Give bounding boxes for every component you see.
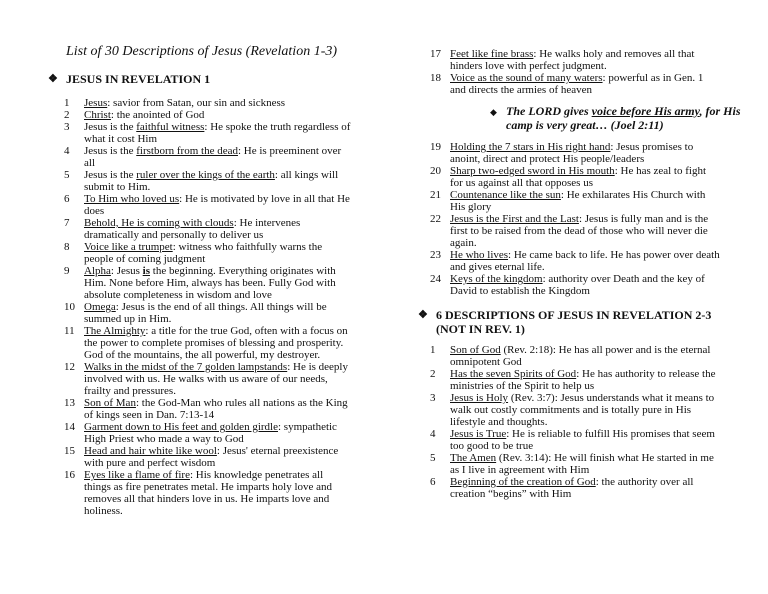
item-description: : His knowledge penetrates all things as fire penetrates metal. He imparts holy love and removes all that hinders love in us. He imparts love and holiness.: [84, 469, 333, 517]
item-description: : He is preeminent over all: [84, 145, 342, 169]
item-number: 13: [64, 397, 75, 409]
item-number: 17: [430, 48, 441, 60]
item-prefix: Jesus is the: [84, 121, 137, 133]
list-item: [52, 445, 352, 469]
item-term: Keys of the kingdom: [450, 273, 543, 285]
item-number: 24: [430, 273, 441, 285]
item-number: 22: [430, 213, 441, 225]
list-item: [52, 325, 352, 361]
item-number: 12: [64, 361, 75, 373]
item-number: 18: [430, 72, 441, 84]
item-description: : He exhilarates His Church with His glory: [450, 189, 706, 213]
item-description: : Jesus' eternal preexistence with pure and perfect wisdom: [84, 445, 339, 469]
revelation-1-list-continued: [418, 48, 720, 96]
item-description: : the anointed of God: [110, 109, 205, 121]
item-term: Sharp two-edged sword in His mouth: [450, 165, 615, 177]
diamond-bullet-icon: ❖: [418, 309, 428, 321]
item-term: Jesus is True: [450, 428, 507, 440]
item-number: 2: [64, 109, 70, 121]
item-number: 9: [64, 265, 70, 277]
item-description: : the God-Man who rules all nations as the King of kings seen in Dan. 7:13-14: [84, 397, 348, 421]
list-item: [52, 301, 352, 325]
item-term: Son of God: [450, 344, 501, 356]
item-description: : He has authority to release the ministries of the Spirit to help us: [450, 368, 716, 392]
item-description: (Rev. 3:14): He will finish what He started in me as I live in agreement with Him: [450, 452, 714, 476]
item-number: 4: [64, 145, 70, 157]
item-description: : He spoke the truth regardless of what it cost Him: [84, 121, 351, 145]
item-number: 6: [430, 476, 436, 488]
item-number: 23: [430, 249, 441, 261]
document-title: List of 30 Descriptions of Jesus (Revelation 1-3): [66, 44, 338, 59]
item-emphasis: is: [142, 265, 151, 277]
item-description: : powerful as in Gen. 1 and directs the armies of heaven: [450, 72, 704, 96]
item-term: He who lives: [450, 249, 509, 261]
item-number: 5: [430, 452, 436, 464]
list-item: [52, 421, 352, 445]
item-number: 1: [64, 97, 70, 109]
item-description: : Jesus is the end of all things. All things will be summed up in Him.: [84, 301, 327, 325]
item-description: the beginning. Everything originates with Him. None before Him, always has been. Fully God with absolute completeness in wisdom and love: [84, 265, 336, 301]
item-number: 15: [64, 445, 75, 457]
item-term: Voice as the sound of many waters: [450, 72, 603, 84]
item-term: Alpha: [84, 265, 111, 277]
diamond-bullet-icon: ❖: [48, 73, 58, 85]
item-term: Holding the 7 stars in His right hand: [450, 141, 611, 153]
list-item: [52, 241, 352, 265]
item-number: 8: [64, 241, 70, 253]
item-number: 4: [430, 428, 436, 440]
list-item: [418, 72, 720, 96]
item-term: Jesus: [84, 97, 108, 109]
item-term: Christ: [84, 109, 111, 121]
list-item: [52, 217, 352, 241]
item-number: 2: [430, 368, 436, 380]
item-number: 10: [64, 301, 75, 313]
item-term: The Amen: [450, 452, 497, 464]
item-description: : Jesus promises to anoint, direct and protect His people/leaders: [450, 141, 694, 165]
list-item: [52, 97, 352, 109]
list-item: [418, 476, 720, 500]
item-term: Has the seven Spirits of God: [450, 368, 577, 380]
item-term: The Almighty: [84, 325, 146, 337]
item-number: 5: [64, 169, 70, 181]
item-prefix: Jesus is the: [84, 169, 137, 181]
item-number: 19: [430, 141, 441, 153]
item-prefix: Jesus is the: [84, 145, 137, 157]
item-description: : sympathetic High Priest who made a way to God: [84, 421, 337, 445]
list-item: [418, 141, 720, 165]
item-description: : He intervenes dramatically and personally to deliver us: [84, 217, 301, 241]
revelation-1-list-continued-2: [418, 141, 720, 297]
item-description: : a title for the true God, often with a focus on the power to complete promises of blessing and prosperity. God of the mountains, the all powerful, my destroyer.: [84, 325, 348, 361]
section-heading-revelation-2-3: ❖ 6 DESCRIPTIONS OF JESUS IN REVELATION 2-3 (NOT IN REV. 1): [418, 308, 712, 336]
item-description: : He is motivated by love in all that He does: [84, 193, 350, 217]
joel-quote: ◆ The LORD gives voice before His army, for His camp is very great… (Joel 2:11): [490, 104, 741, 132]
item-term: Jesus is Holy: [450, 392, 509, 404]
item-description: : He has zeal to fight for us against all that opposes us: [450, 165, 707, 189]
list-item: [418, 249, 720, 273]
item-description: : He is deeply involved with us. He walks with us aware of our needs, frailty and pressures.: [84, 361, 348, 397]
diamond-bullet-icon: ◆: [490, 107, 497, 117]
section-heading-revelation-1: ❖ JESUS IN REVELATION 1: [48, 72, 211, 86]
list-item: [418, 273, 720, 297]
list-item: [418, 392, 720, 428]
item-term: Countenance like the sun: [450, 189, 561, 201]
item-number: 1: [430, 344, 436, 356]
list-item: [52, 361, 352, 397]
item-term: firstborn from the dead: [136, 145, 238, 157]
item-text: : Jesus: [110, 265, 143, 277]
item-number: 14: [64, 421, 75, 433]
item-description: : the authority over all creation “begins” with Him: [450, 476, 694, 500]
list-item: [418, 428, 720, 452]
item-term: ruler over the kings of the earth: [136, 169, 275, 181]
list-item: [418, 452, 720, 476]
item-term: Feet like fine brass: [450, 48, 534, 60]
item-term: Beginning of the creation of God: [450, 476, 596, 488]
item-description: : He is reliable to fulfill His promises that seem too good to be true: [450, 428, 715, 452]
revelation-2-3-list: [418, 344, 720, 500]
item-term: faithful witness: [136, 121, 205, 133]
item-number: 20: [430, 165, 441, 177]
item-term: To Him who loved us: [84, 193, 180, 205]
item-description: : authority over Death and the key of David to establish the Kingdom: [450, 273, 705, 297]
list-item: [52, 265, 352, 301]
item-description: : witness who faithfully warns the people of coming judgment: [84, 241, 323, 265]
item-number: 6: [64, 193, 70, 205]
list-item: [418, 48, 720, 72]
item-description: : He walks holy and removes all that hinders love with perfect judgment.: [450, 48, 695, 72]
item-description: : He came back to life. He has power over death and gives eternal life.: [450, 249, 720, 273]
list-item: [52, 121, 352, 145]
item-term: Eyes like a flame of fire: [84, 469, 190, 481]
list-item: [418, 165, 720, 189]
item-term: Son of Man: [84, 397, 136, 409]
list-item: [52, 169, 352, 193]
item-number: 7: [64, 217, 70, 229]
item-term: Omega: [84, 301, 116, 313]
item-term: Garment down to His feet and golden girdle: [84, 421, 278, 433]
item-number: 3: [430, 392, 436, 404]
list-item: [52, 397, 352, 421]
list-item: [418, 213, 720, 249]
item-description: : Jesus is fully man and is the first to be raised from the dead of those who will never die again.: [450, 213, 709, 249]
list-item: [52, 469, 352, 517]
item-description: : all kings will submit to Him.: [84, 169, 339, 193]
list-item: [52, 109, 352, 121]
item-term: Voice like a trumpet: [84, 241, 173, 253]
revelation-1-list: [52, 97, 352, 517]
item-number: 11: [64, 325, 75, 337]
item-description: (Rev. 3:7): Jesus understands what it means to walk out costly commitments and is totally pure in His lifestyle and thoughts.: [450, 392, 715, 428]
item-number: 16: [64, 469, 75, 481]
item-number: 3: [64, 121, 70, 133]
list-item: [418, 368, 720, 392]
item-term: Jesus is the First and the Last: [450, 213, 579, 225]
item-term: Walks in the midst of the 7 golden lampstands: [84, 361, 288, 373]
item-term: Head and hair white like wool: [84, 445, 217, 457]
list-item: [418, 189, 720, 213]
list-item: [52, 145, 352, 169]
list-item: [52, 193, 352, 217]
item-term: Behold, He is coming with clouds: [84, 217, 234, 229]
item-number: 21: [430, 189, 441, 201]
item-description: : savior from Satan, our sin and sickness: [107, 97, 286, 109]
item-description: (Rev. 2:18): He has all power and is the eternal omnipotent God: [450, 344, 711, 368]
list-item: [418, 344, 720, 368]
